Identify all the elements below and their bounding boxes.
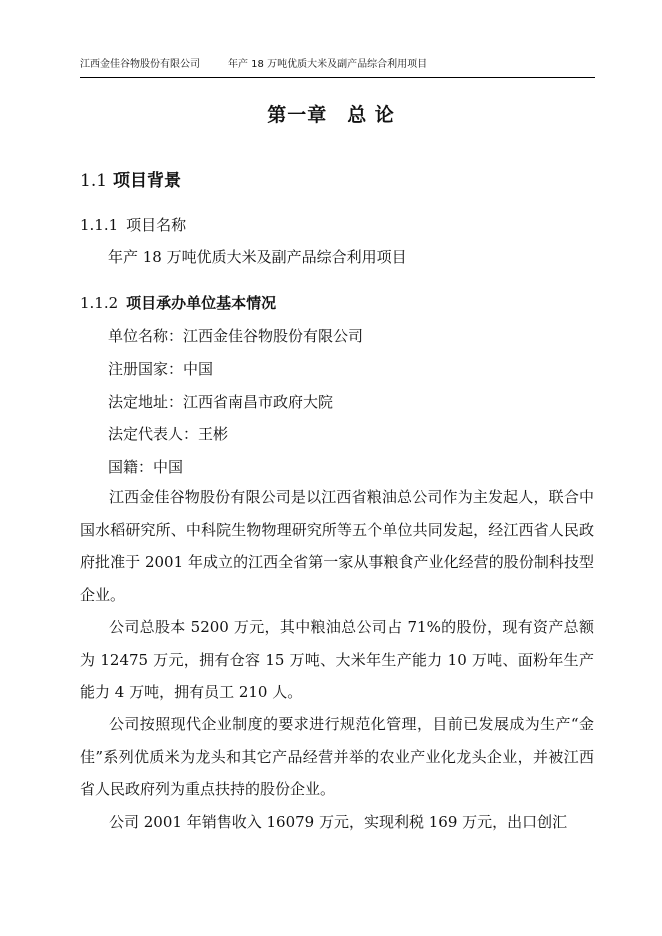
paragraph-capital: 公司总股本 5200 万元，其中粮油总公司占 71%的股份，现有资产总额为 12475 万元，拥有仓容 15 万吨、大米年生产能力 10 万吨、面粉年生产能力 4 万吨，拥有员工 210 人。	[80, 618, 594, 701]
paragraph-sales: 公司 2001 年销售收入 16079 万元，实现利税 169 万元，出口创汇	[109, 813, 568, 831]
header-company: 江西金佳谷物股份有限公司	[80, 59, 200, 70]
section-1-1-number: 1.1	[80, 171, 108, 191]
section-1-1-1-heading	[80, 214, 186, 235]
page-header	[80, 55, 595, 78]
section-1-1-title: 项目背景	[113, 171, 182, 191]
chapter-title: 第一章 总 论	[267, 104, 395, 126]
detail-country: 注册国家：中国	[108, 360, 214, 378]
paragraph-company-intro: 江西金佳谷物股份有限公司是以江西省粮油总公司作为主发起人，联合中国水稻研究所、中科院生物物理研究所等五个单位共同发起，经江西省人民政府批准于 2001 年成立的江西全省第一家从事粮食产业化经营的股份制科技型企业。	[80, 488, 594, 604]
detail-address: 法定地址：江西省南昌市政府大院	[108, 393, 334, 411]
paragraph-management: 公司按照现代企业制度的要求进行规范化管理，目前已发展成为生产“金佳”系列优质米为龙头和其它产品经营并举的农业产业化龙头企业，并被江西省人民政府列为重点扶持的股份企业。	[80, 715, 594, 798]
header-project: 年产 18 万吨优质大米及副产品综合利用项目	[228, 59, 428, 70]
section-1-1-1-number: 1.1.1	[80, 216, 119, 234]
detail-representative: 法定代表人：王彬	[108, 425, 229, 443]
section-1-1-2-title: 项目承办单位基本情况	[126, 294, 277, 312]
section-1-1-2-number: 1.1.2	[80, 294, 119, 312]
detail-unit-name: 单位名称：江西金佳谷物股份有限公司	[108, 327, 364, 345]
project-name: 年产 18 万吨优质大米及副产品综合利用项目	[108, 248, 407, 266]
section-1-1-1-title: 项目名称	[126, 216, 187, 234]
section-1-1-heading	[80, 166, 181, 191]
detail-nationality: 国籍：中国	[108, 458, 184, 476]
section-1-1-2-heading	[80, 292, 276, 313]
